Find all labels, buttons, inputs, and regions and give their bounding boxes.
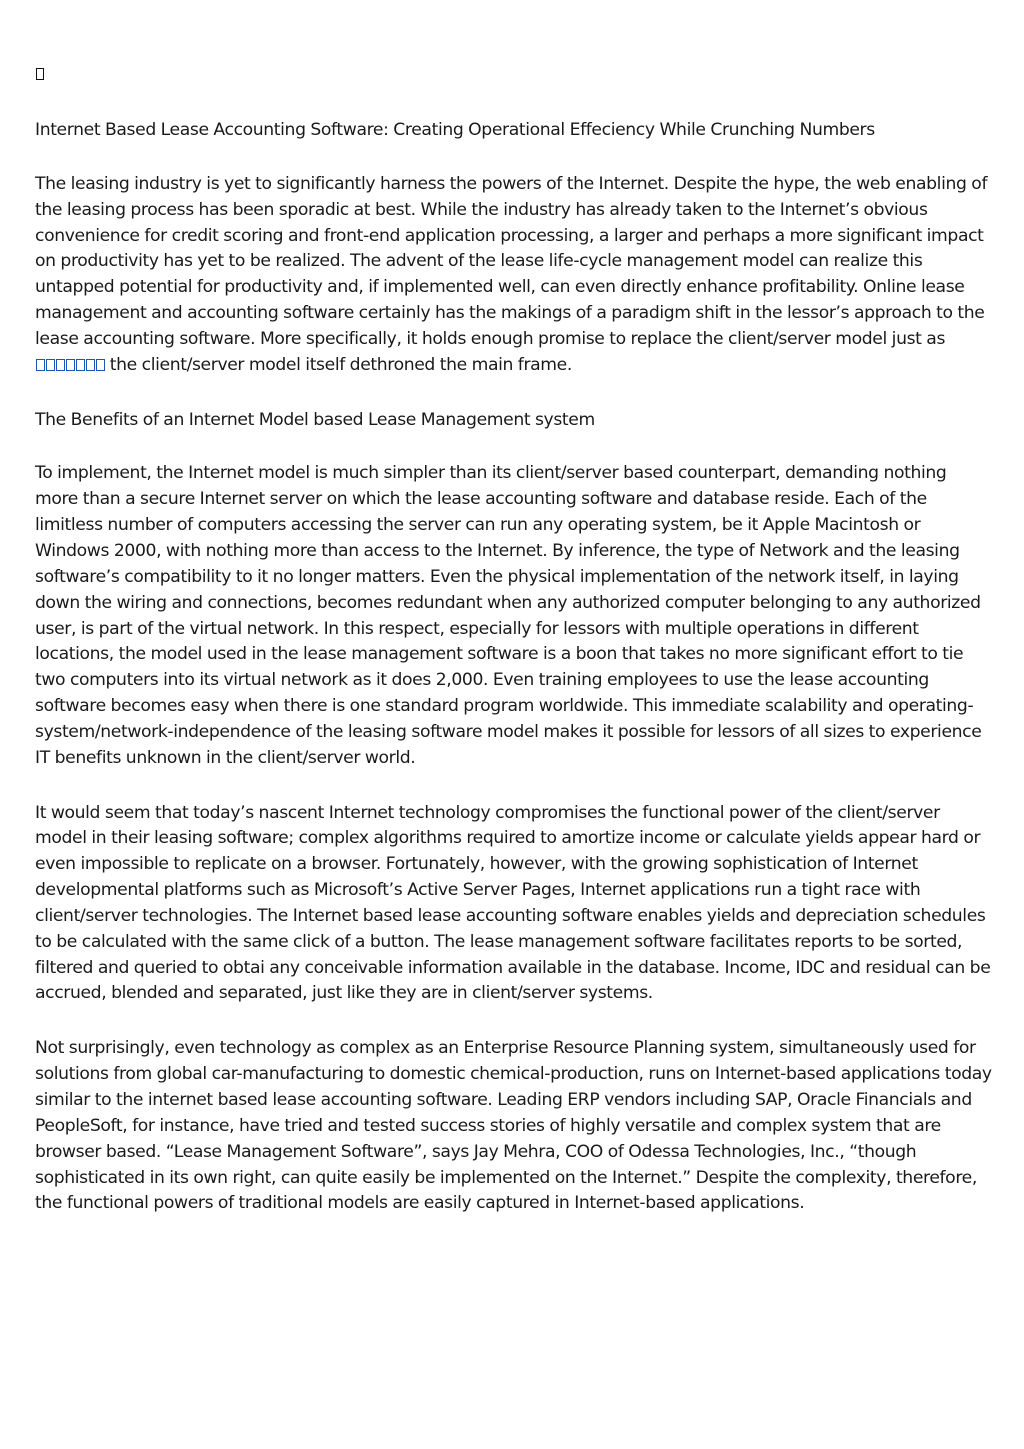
missing-glyph-icon [35,62,993,86]
missing-glyph-icon [76,359,85,371]
paragraph-implementation: To implement, the Internet model is much simpler than its client/server based counterpart, demanding nothing more than a secure Internet server on which the lease accounting software and database reside. Each of the limitless number of computers accessing the server can run any operating system, be it Apple Macintosh or Windows 2000, with nothing more than access to the Internet. By inference, the type of Network and the leasing software’s compatibility to it no longer matters. Even the physical implementation of the network itself, in laying down the wiring and connections, becomes redundant when any authorized computer belonging to any authorized user, is part of the virtual network. In this respect, especially for lessors with multiple operations in different locations, the model used in the lease management software is a boon that takes no more significant effort to tie two computers into its virtual network as it does 2,000. Even training employees to use the lease accounting software becomes easy when there is one standard program worldwide. This immediate scalability and operating-system/network-independence of the leasing software model makes it possible for lessors of all sizes to experience IT benefits unknown in the client/server world. [35,463,982,768]
missing-glyph-box-icon [36,68,44,80]
section-subheading: The Benefits of an Internet Model based Lease Management system [35,409,595,430]
missing-glyph-icon [36,359,45,371]
paragraph-intro-text: The leasing industry is yet to significantly harness the powers of the Internet. Despite the hype, the web enabling of the leasing process has been sporadic at best. While the industry has already taken to the Internet’s obvious convenience for credit scoring and front-end application processing, a larger and perhaps a more significant impact on productivity has yet to be realized. The advent of the lease life-cycle management model can realize this untapped potential for productivity and, if implemented well, can even directly enhance profitability. Online lease management and accounting software certainly has the makings of a paradigm shift in the lessor’s approach to the lease accounting software. More specifically, it holds enough promise to replace the client/server model just as [35,173,988,349]
inline-link[interactable] [35,355,105,375]
missing-glyph-icon [66,359,75,371]
paragraph-erp: Not surprisingly, even technology as complex as an Enterprise Resource Planning system, simultaneously used for solutions from global car-manufacturing to domestic chemical-production, runs on Internet-based applications today similar to the internet based lease accounting software. Leading ERP vendors including SAP, Oracle Financials and PeopleSoft, for instance, have tried and tested success stories of highly versatile and complex system that are browser based. “Lease Management Software”, says Jay Mehra, COO of Odessa Technologies, Inc., “though sophisticated in its own right, can quite easily be implemented on the Internet.” Despite the complexity, therefore, the functional powers of traditional models are easily captured in Internet-based applications. [35,1038,992,1214]
paragraph-intro-continuation: the client/server model itself dethroned the main frame. [109,354,572,375]
missing-glyph-icon [96,359,105,371]
paragraph-functional-power: It would seem that today’s nascent Internet technology compromises the functional power of the client/server model in their leasing software; complex algorithms required to amortize income or calculate yields appear hard or even impossible to replicate on a browser. Fortunately, however, with the growing sophistication of Internet developmental platforms such as Microsoft’s Active Server Pages, Internet applications run a tight race with client/server technologies. The Internet based lease accounting software enables yields and depreciation schedules to be calculated with the same click of a button. The lease management software facilitates reports to be sorted, filtered and queried to obtai any conceivable information available in the database. Income, IDC and residual can be accrued, blended and separated, just like they are in client/server systems. [35,802,991,1004]
document-page [35,62,993,1246]
document-title: Internet Based Lease Accounting Software: Creating Operational Effeciency While Crunching Numbers [35,120,875,140]
missing-glyph-icon [46,359,55,371]
paragraph-intro [35,172,993,379]
missing-glyph-icon [86,359,95,371]
missing-glyph-icon [56,359,65,371]
